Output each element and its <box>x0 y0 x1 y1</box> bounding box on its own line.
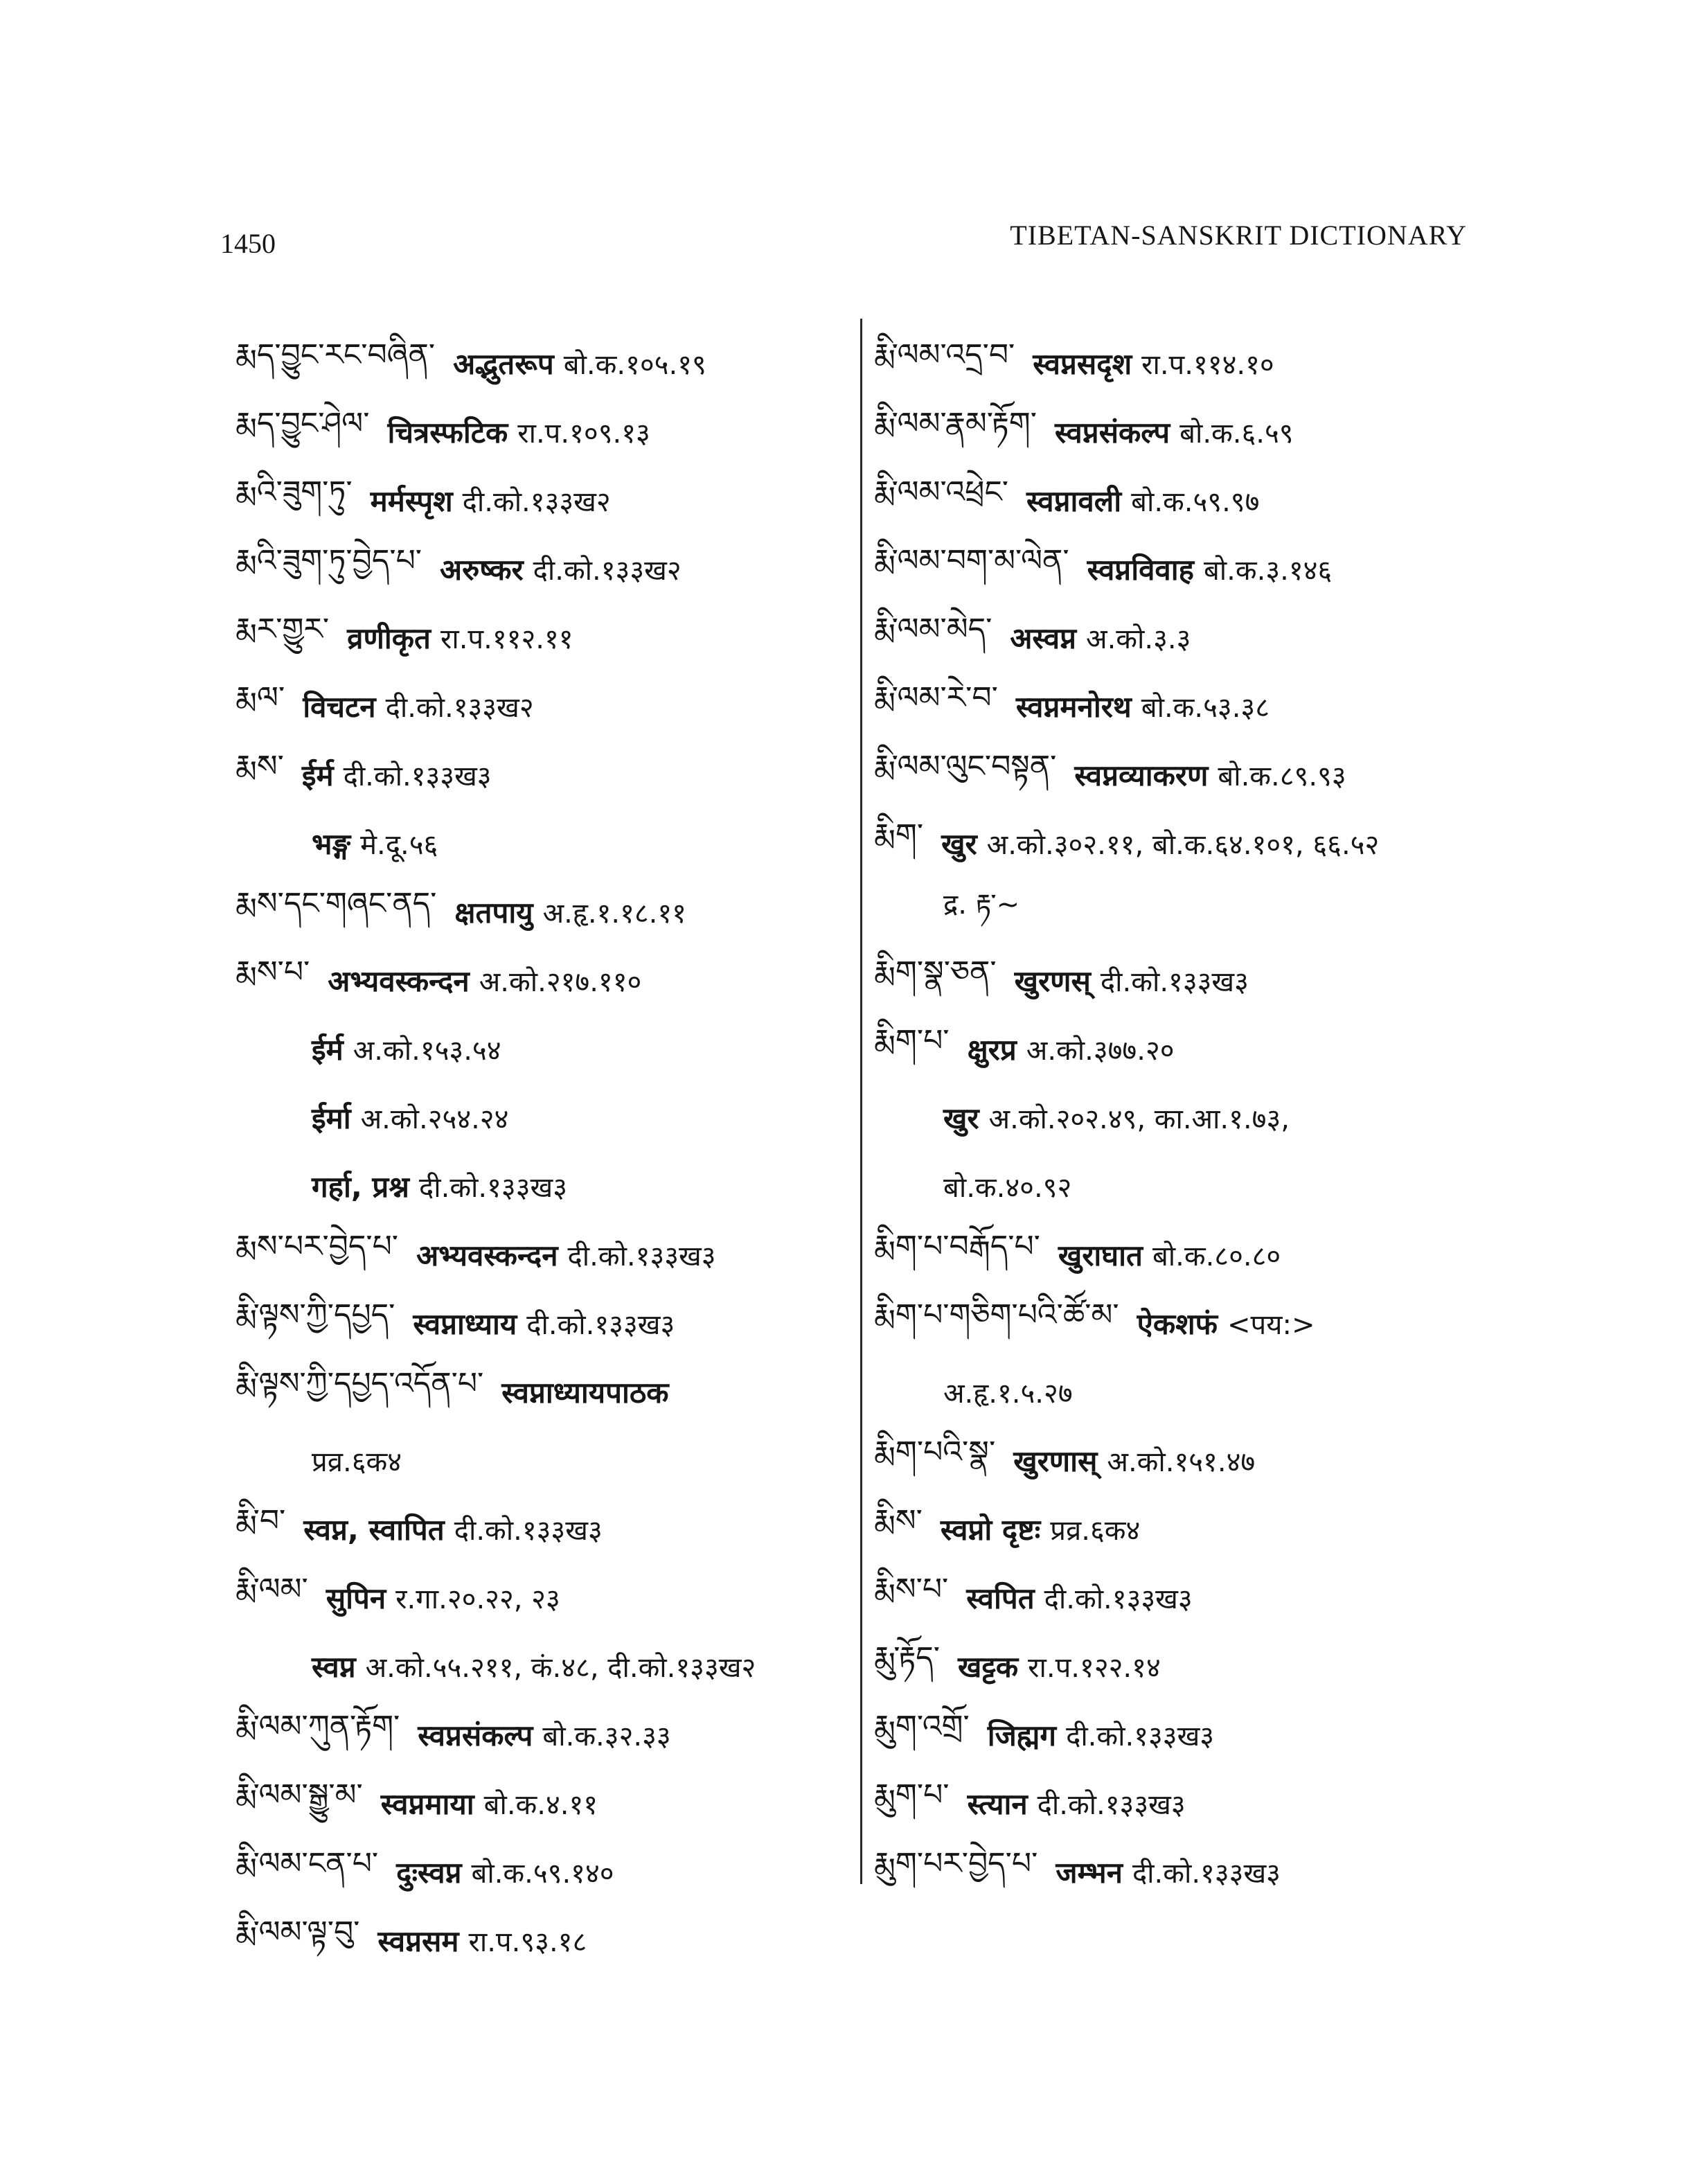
tibetan-headword: རྨས་པར་བྱེད་པ་ <box>235 1228 399 1264</box>
dictionary-entry <box>235 1632 845 1701</box>
source-reference: द्र. རྟ་~ <box>943 889 1020 921</box>
source-reference: अ.को.२५४.२४ <box>360 1103 509 1135</box>
source-reference: अ.को.३७७.२० <box>1026 1035 1175 1067</box>
dictionary-entry <box>874 603 1497 672</box>
sanskrit-equivalent: स्त्यान <box>967 1787 1028 1821</box>
source-reference: दी.को.१३३ख३ <box>526 1309 675 1341</box>
sanskrit-equivalent: क्षुरप्र <box>967 1033 1017 1067</box>
tibetan-headword: རྨི་ལམ་རེ་བ་ <box>874 680 998 716</box>
dictionary-entry <box>874 1220 1497 1289</box>
tibetan-headword: རྨི་བ་ <box>235 1502 286 1538</box>
source-reference: दी.को.१३३ख२ <box>385 692 534 724</box>
dictionary-entry <box>874 946 1497 1015</box>
source-reference: अ.हृ.१.५.२७ <box>943 1378 1073 1410</box>
sanskrit-equivalent: विचटन <box>303 690 376 724</box>
sanskrit-equivalent: स्वप्नसम <box>377 1924 459 1958</box>
source-reference: अ.को.३.३ <box>1086 623 1191 655</box>
source-reference: अ.को.१५१.४७ <box>1107 1446 1256 1478</box>
tibetan-headword: རྨི་ལྟས་ཀྱི་དཔྱད་འདོན་པ་ <box>235 1365 484 1401</box>
dictionary-entry <box>874 1495 1497 1563</box>
sanskrit-equivalent: अरुष्कर <box>440 553 524 587</box>
dictionary-entry <box>235 672 845 740</box>
dictionary-entry <box>235 1426 845 1495</box>
source-reference: बो.क.४०.९२ <box>943 1172 1072 1204</box>
dictionary-entry <box>235 466 845 535</box>
sanskrit-equivalent: स्वप्नसंकल्प <box>418 1719 533 1752</box>
dictionary-entry <box>874 466 1497 535</box>
sanskrit-equivalent: व्रणीकृत <box>347 621 431 655</box>
tibetan-headword: རྨི་ལམ་མེད་ <box>874 611 992 647</box>
dictionary-entry <box>235 1838 845 1906</box>
sanskrit-equivalent: खुर <box>941 827 977 861</box>
tibetan-headword: རྨིས་པ་ <box>874 1571 949 1607</box>
source-reference: अ.हृ.१.१८.११ <box>542 898 686 930</box>
dictionary-entry <box>235 1015 845 1083</box>
sanskrit-equivalent: अस्वप्न <box>1010 621 1077 655</box>
source-reference: अ.को.२१७.११० <box>479 966 642 998</box>
sanskrit-equivalent: ईर्म <box>312 1033 344 1067</box>
dictionary-entry <box>874 1152 1497 1220</box>
tibetan-headword: རྨིས་ <box>874 1502 923 1538</box>
source-reference: रा.प.१०९.१३ <box>517 418 650 450</box>
tibetan-headword: རྨུག་པ་ <box>874 1777 950 1813</box>
source-reference: अ.को.२०२.४९, का.आ.१.७३, <box>988 1103 1290 1135</box>
tibetan-headword: རྨི་ལམ་ཀུན་རྟོག་ <box>235 1708 400 1744</box>
sanskrit-equivalent: स्वप्नो दृष्टः <box>940 1513 1041 1547</box>
dictionary-entry <box>235 1701 845 1769</box>
source-reference: अ.को.१५३.५४ <box>353 1035 501 1067</box>
sanskrit-equivalent: सुपिन <box>326 1581 386 1615</box>
dictionary-entry <box>874 1426 1497 1495</box>
page-number: 1450 <box>220 228 276 259</box>
tibetan-headword: རྨས་ <box>235 748 284 784</box>
tibetan-headword: རྨད་བྱུང་ཤེལ་ <box>235 405 370 441</box>
dictionary-entry <box>235 329 845 398</box>
source-reference: बो.क.५९.९७ <box>1131 486 1260 518</box>
tibetan-headword: རྨུག་འགྲོ་ <box>874 1708 970 1744</box>
dictionary-entry <box>235 1563 845 1632</box>
source-reference: बो.क.१०५.१९ <box>563 349 706 381</box>
source-reference: दी.को.१३३ख३ <box>1132 1858 1281 1890</box>
dictionary-entry <box>235 946 845 1015</box>
dictionary-entry <box>235 1220 845 1289</box>
running-head: TIBETAN-SANSKRIT DICTIONARY <box>1010 220 1467 251</box>
dictionary-entry <box>874 1015 1497 1083</box>
dictionary-entry <box>235 878 845 946</box>
source-reference: बो.क.४.११ <box>483 1789 598 1821</box>
dictionary-entry <box>874 329 1497 398</box>
dictionary-entry <box>874 1632 1497 1701</box>
left-column <box>235 329 845 1975</box>
dictionary-entry <box>874 535 1497 603</box>
tibetan-headword: རྨས་པ་ <box>235 954 310 990</box>
source-reference: प्रव्र.६क४ <box>312 1446 402 1478</box>
right-column <box>874 329 1497 1906</box>
dictionary-entry <box>235 1769 845 1838</box>
tibetan-headword: རྨི་ལམ་འདྲ་བ་ <box>874 337 1015 373</box>
tibetan-headword: རྨི་ལམ་བག་མ་ལེན་ <box>874 542 1069 578</box>
dictionary-entry <box>874 1769 1497 1838</box>
sanskrit-equivalent: स्वप्नमनोरथ <box>1015 690 1132 724</box>
tibetan-headword: རྨི་ལམ་སྒྱུ་མ་ <box>235 1777 363 1813</box>
column-divider <box>860 319 862 1884</box>
dictionary-entry <box>874 740 1497 809</box>
sanskrit-equivalent: खुर <box>943 1101 979 1135</box>
source-reference: दी.को.१३३ख३ <box>1037 1789 1186 1821</box>
dictionary-entry <box>874 1563 1497 1632</box>
sanskrit-equivalent: ईर्मा <box>312 1101 351 1135</box>
sanskrit-equivalent: स्वप्न <box>312 1650 356 1684</box>
sanskrit-equivalent: स्वपित <box>966 1581 1035 1615</box>
tibetan-headword: རྨད་བྱུང་རང་བཞིན་ <box>235 337 436 373</box>
source-reference: मे.दू.५६ <box>360 829 438 861</box>
source-reference: रा.प.११२.११ <box>440 623 573 655</box>
sanskrit-equivalent: भङ्ग <box>312 827 351 861</box>
source-reference: अ.को.३०२.११, बो.क.६४.१०१, ६६.५२ <box>986 829 1380 861</box>
sanskrit-equivalent: चित्रस्फटिक <box>387 416 508 450</box>
tibetan-headword: རྨིག་པ་བརྒོད་པ་ <box>874 1228 1040 1264</box>
sanskrit-equivalent: गर्हा, प्रश्न <box>312 1170 409 1204</box>
source-reference: <पय:> <box>1227 1309 1315 1341</box>
tibetan-headword: རྨལ་ <box>235 680 285 716</box>
source-reference: बो.क.६.५९ <box>1179 418 1294 450</box>
sanskrit-equivalent: ऐकशफं <box>1137 1307 1218 1341</box>
tibetan-headword: རྨར་གྱུར་ <box>235 611 330 647</box>
source-reference: दी.को.१३३ख२ <box>533 555 682 587</box>
sanskrit-equivalent: ईर्म <box>301 758 334 792</box>
source-reference: दी.को.१३३ख३ <box>567 1241 716 1272</box>
source-reference: बो.क.८९.९३ <box>1218 761 1346 792</box>
tibetan-headword: རྨས་དང་གཞང་ནད་ <box>235 885 437 921</box>
sanskrit-equivalent: स्वप्नसंकल्प <box>1055 416 1170 450</box>
source-reference: रा.प.११४.१० <box>1141 349 1274 381</box>
source-reference: दी.को.१३३ख२ <box>462 486 611 518</box>
source-reference: दी.को.१३३ख३ <box>343 761 492 792</box>
dictionary-entry <box>874 1289 1497 1358</box>
sanskrit-equivalent: स्वप्न, स्वापित <box>303 1513 445 1547</box>
dictionary-entry <box>874 1358 1497 1426</box>
source-reference: बो.क.५३.३८ <box>1141 692 1270 724</box>
tibetan-headword: རྨི་ལྟས་ཀྱི་དཔྱད་ <box>235 1297 395 1333</box>
tibetan-headword: རྨི་ལམ་ལྟ་བུ་ <box>235 1914 360 1950</box>
sanskrit-equivalent: स्वप्नावली <box>1026 484 1122 518</box>
sanskrit-equivalent: स्वप्नविवाह <box>1087 553 1194 587</box>
dictionary-entry <box>235 1152 845 1220</box>
source-reference: रा.प.९३.१८ <box>468 1926 587 1958</box>
sanskrit-equivalent: मर्मस्पृश <box>370 484 453 518</box>
tibetan-headword: རྨིག་པ་གཅིག་པའི་ཚོ་མ་ <box>874 1297 1119 1333</box>
sanskrit-equivalent: खुराघात <box>1058 1239 1143 1272</box>
sanskrit-equivalent: क्षतपायु <box>454 896 533 930</box>
sanskrit-equivalent: अभ्यवस्कन्दन <box>416 1239 558 1272</box>
source-reference: बो.क.३२.३३ <box>542 1721 671 1752</box>
dictionary-entry <box>874 809 1497 878</box>
tibetan-headword: རྨི་ལམ་རྣམ་རྟོག་ <box>874 405 1037 441</box>
source-reference: बो.क.५९.१४० <box>471 1858 614 1890</box>
dictionary-entry <box>235 398 845 466</box>
dictionary-entry <box>874 398 1497 466</box>
source-reference: बो.क.८०.८० <box>1152 1241 1281 1272</box>
sanskrit-equivalent: जम्भन <box>1056 1856 1123 1890</box>
sanskrit-equivalent: खुरणास् <box>1013 1444 1098 1478</box>
tibetan-headword: རྨིག་སྣ་ཅན་ <box>874 954 997 990</box>
sanskrit-equivalent: दुःस्वप्न <box>396 1856 462 1890</box>
source-reference: र.गा.२०.२२, २३ <box>395 1583 560 1615</box>
tibetan-headword: རྨིག་པ་ <box>874 1022 950 1058</box>
source-reference: बो.क.३.१४६ <box>1203 555 1333 587</box>
dictionary-entry <box>235 740 845 809</box>
dictionary-entry <box>235 809 845 878</box>
dictionary-entry <box>235 1906 845 1975</box>
sanskrit-equivalent: जिह्मग <box>987 1719 1057 1752</box>
sanskrit-equivalent: स्वप्नसदृश <box>1033 347 1132 381</box>
dictionary-entry <box>235 1083 845 1152</box>
tibetan-headword: རྨའི་ཟུག་ཏུ་བྱེད་པ་ <box>235 542 422 578</box>
source-reference: अ.को.५५.२११, कं.४८, दी.को.१३३ख२ <box>365 1652 756 1684</box>
source-reference: दी.को.१३३ख३ <box>1100 966 1249 998</box>
source-reference: दी.को.१३३ख३ <box>454 1515 603 1547</box>
source-reference: दी.को.१३३ख३ <box>1066 1721 1215 1752</box>
dictionary-entry <box>874 1838 1497 1906</box>
sanskrit-equivalent: स्वप्नाध्यायपाठक <box>501 1376 669 1410</box>
source-reference: रा.प.१२२.१४ <box>1028 1652 1161 1684</box>
dictionary-entry <box>235 603 845 672</box>
dictionary-entry <box>235 1289 845 1358</box>
tibetan-headword: རྨི་ལམ་ངན་པ་ <box>235 1845 379 1881</box>
tibetan-headword: རྨིག་ <box>874 817 924 853</box>
sanskrit-equivalent: स्वप्नमाया <box>380 1787 474 1821</box>
tibetan-headword: རྨི་ལམ་ལུང་བསྟན་ <box>874 748 1057 784</box>
sanskrit-equivalent: अद्भुतरूप <box>453 347 554 381</box>
tibetan-headword: རྨིག་པའི་སྣ་ <box>874 1434 996 1470</box>
tibetan-headword: རྨུ་རྟོད་ <box>874 1640 940 1676</box>
sanskrit-equivalent: अभ्यवस्कन्दन <box>328 964 470 998</box>
sanskrit-equivalent: स्वप्नव्याकरण <box>1074 758 1209 792</box>
source-reference: प्रव्र.६क४ <box>1050 1515 1141 1547</box>
tibetan-headword: རྨའི་ཟུག་ཏུ་ <box>235 474 353 510</box>
tibetan-headword: རྨི་ལམ་འཕྲེང་ <box>874 474 1008 510</box>
dictionary-entry <box>235 1358 845 1426</box>
source-reference: दी.को.१३३ख३ <box>1044 1583 1193 1615</box>
dictionary-entry <box>874 1701 1497 1769</box>
dictionary-entry <box>874 672 1497 740</box>
source-reference: दी.को.१३३ख३ <box>419 1172 568 1204</box>
dictionary-entry <box>874 878 1497 946</box>
tibetan-headword: རྨུག་པར་བྱེད་པ་ <box>874 1845 1038 1881</box>
sanskrit-equivalent: खुरणस् <box>1014 964 1091 998</box>
dictionary-entry <box>235 535 845 603</box>
dictionary-entry <box>874 1083 1497 1152</box>
sanskrit-equivalent: खट्टक <box>958 1650 1019 1684</box>
dictionary-entry <box>235 1495 845 1563</box>
sanskrit-equivalent: स्वप्नाध्याय <box>413 1307 517 1341</box>
tibetan-headword: རྨི་ལམ་ <box>235 1571 308 1607</box>
